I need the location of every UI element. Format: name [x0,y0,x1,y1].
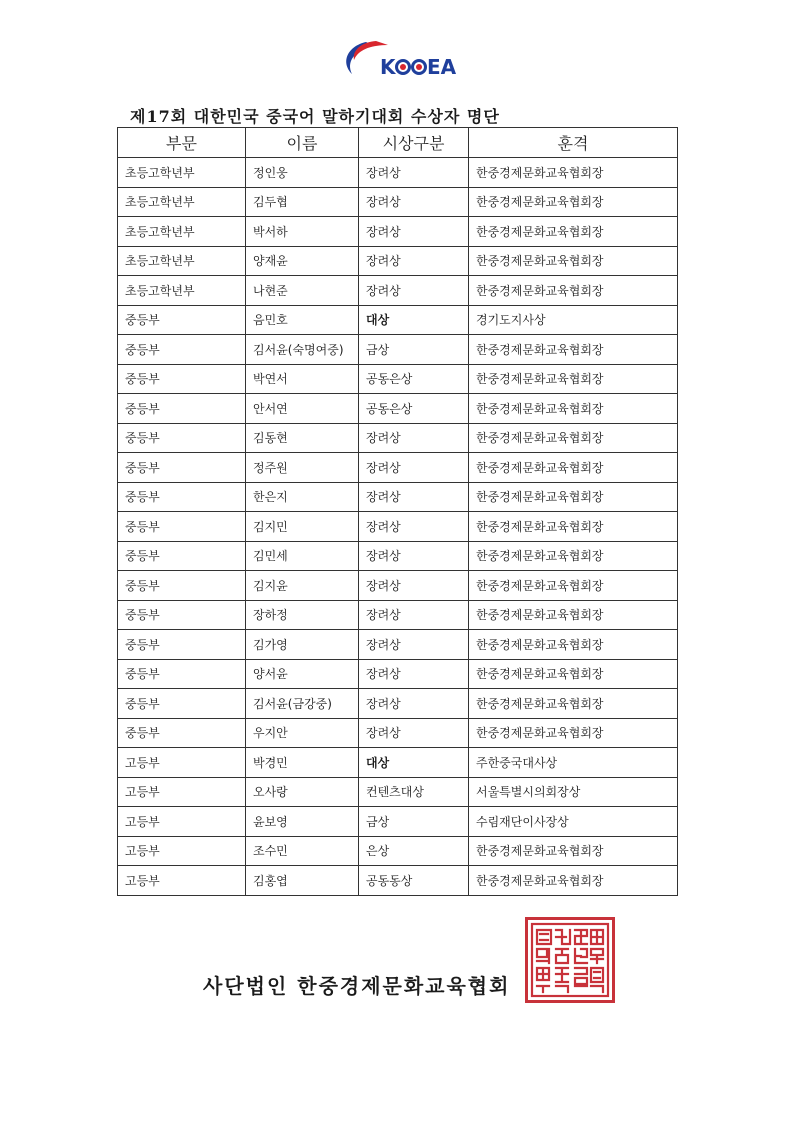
official-seal [525,917,615,1003]
cell-award: 장려상 [359,541,469,571]
cell-honor: 한중경제문화교육협회장 [469,866,678,896]
table-row [118,453,678,483]
cell-award: 공동은상 [359,364,469,394]
cell-name: 조수민 [246,836,359,866]
header-name: 이름 [246,128,359,158]
cell-division: 중등부 [118,689,246,719]
cell-award: 금상 [359,807,469,837]
cell-honor: 한중경제문화교육협회장 [469,836,678,866]
organization-name: 사단법인 한중경제문화교육협회 [203,974,511,998]
cell-division: 중등부 [118,453,246,483]
cell-honor: 한중경제문화교육협회장 [469,512,678,542]
cell-division: 초등고학년부 [118,187,246,217]
table-row [118,246,678,276]
cell-division: 고등부 [118,866,246,896]
cell-division: 중등부 [118,630,246,660]
cell-division: 중등부 [118,394,246,424]
cell-division: 중등부 [118,600,246,630]
cell-award: 장려상 [359,482,469,512]
table-row [118,394,678,424]
cell-honor: 한중경제문화교육협회장 [469,659,678,689]
cell-division: 중등부 [118,541,246,571]
table-row [118,512,678,542]
cell-division: 중등부 [118,718,246,748]
cell-honor: 한중경제문화교육협회장 [469,364,678,394]
cell-award: 장려상 [359,512,469,542]
cell-name: 김지윤 [246,571,359,601]
cell-award: 은상 [359,836,469,866]
table-row [118,482,678,512]
cell-honor: 한중경제문화교육협회장 [469,630,678,660]
cell-name: 김지민 [246,512,359,542]
cell-award: 장려상 [359,187,469,217]
cell-honor: 경기도지사상 [469,305,678,335]
table-row [118,158,678,188]
cell-award: 장려상 [359,246,469,276]
cell-name: 김동현 [246,423,359,453]
cell-name: 정인웅 [246,158,359,188]
cell-award: 장려상 [359,689,469,719]
cell-division: 중등부 [118,571,246,601]
table-row [118,689,678,719]
cell-honor: 한중경제문화교육협회장 [469,276,678,306]
cell-division: 초등고학년부 [118,276,246,306]
cell-award: 공동동상 [359,866,469,896]
cell-name: 김두협 [246,187,359,217]
cell-honor: 한중경제문화교육협회장 [469,187,678,217]
cell-name: 한은지 [246,482,359,512]
table-row [118,600,678,630]
cell-division: 중등부 [118,335,246,365]
cell-division: 초등고학년부 [118,246,246,276]
cell-award: 장려상 [359,600,469,630]
cell-division: 고등부 [118,777,246,807]
cell-honor: 한중경제문화교육협회장 [469,718,678,748]
cell-division: 중등부 [118,482,246,512]
kocea-logo [336,36,458,82]
cell-honor: 주한중국대사상 [469,748,678,778]
cell-honor: 한중경제문화교육협회장 [469,689,678,719]
cell-name: 나현준 [246,276,359,306]
cell-name: 양서윤 [246,659,359,689]
table-row [118,305,678,335]
cell-name: 박경민 [246,748,359,778]
cell-division: 중등부 [118,423,246,453]
cell-honor: 한중경제문화교육협회장 [469,600,678,630]
cell-award: 금상 [359,335,469,365]
cell-division: 초등고학년부 [118,217,246,247]
cell-honor: 한중경제문화교육협회장 [469,423,678,453]
table-row [118,718,678,748]
cell-honor: 한중경제문화교육협회장 [469,482,678,512]
cell-honor: 한중경제문화교육협회장 [469,246,678,276]
cell-name: 박서하 [246,217,359,247]
cell-award: 컨텐츠대상 [359,777,469,807]
cell-honor: 한중경제문화교육협회장 [469,541,678,571]
svg-text:EA: EA [427,55,457,79]
table-row [118,571,678,601]
cell-award: 장려상 [359,453,469,483]
cell-name: 장하정 [246,600,359,630]
cell-honor: 한중경제문화교육협회장 [469,335,678,365]
cell-division: 중등부 [118,512,246,542]
cell-name: 정주원 [246,453,359,483]
cell-award: 대상 [359,748,469,778]
table-row [118,541,678,571]
cell-honor: 서울특별시의회장상 [469,777,678,807]
cell-name: 김서윤(숙명여중) [246,335,359,365]
cell-award: 장려상 [359,423,469,453]
cell-name: 김가영 [246,630,359,660]
cell-award: 장려상 [359,217,469,247]
cell-name: 박연서 [246,364,359,394]
table-header-row [118,128,678,158]
cell-name: 음민호 [246,305,359,335]
header-honor: 훈격 [469,128,678,158]
cell-name: 안서연 [246,394,359,424]
table-row [118,217,678,247]
table-row [118,423,678,453]
awards-table [117,127,678,896]
cell-award: 장려상 [359,158,469,188]
table-row [118,807,678,837]
cell-award: 장려상 [359,659,469,689]
cell-award: 공동은상 [359,394,469,424]
cell-name: 우지안 [246,718,359,748]
table-row [118,187,678,217]
table-row [118,276,678,306]
table-row [118,748,678,778]
cell-award: 장려상 [359,630,469,660]
table-row [118,777,678,807]
cell-award: 장려상 [359,276,469,306]
table-row [118,866,678,896]
cell-division: 고등부 [118,748,246,778]
cell-name: 양재윤 [246,246,359,276]
cell-honor: 한중경제문화교육협회장 [469,571,678,601]
cell-award: 장려상 [359,718,469,748]
header-award: 시상구분 [359,128,469,158]
cell-name: 김홍엽 [246,866,359,896]
cell-honor: 수림재단이사장상 [469,807,678,837]
cell-award: 대상 [359,305,469,335]
cell-honor: 한중경제문화교육협회장 [469,158,678,188]
header-division: 부문 [118,128,246,158]
table-row [118,659,678,689]
cell-honor: 한중경제문화교육협회장 [469,394,678,424]
document-title: 제17회 대한민국 중국어 말하기대회 수상자 명단 [130,107,500,126]
cell-name: 오사랑 [246,777,359,807]
cell-division: 중등부 [118,364,246,394]
cell-division: 중등부 [118,305,246,335]
cell-honor: 한중경제문화교육협회장 [469,453,678,483]
cell-division: 고등부 [118,807,246,837]
cell-division: 초등고학년부 [118,158,246,188]
cell-name: 김민세 [246,541,359,571]
table-row [118,335,678,365]
table-row [118,836,678,866]
cell-name: 윤보영 [246,807,359,837]
table-row [118,630,678,660]
cell-award: 장려상 [359,571,469,601]
table-row [118,364,678,394]
cell-honor: 한중경제문화교육협회장 [469,217,678,247]
cell-division: 중등부 [118,659,246,689]
cell-name: 김서윤(금강중) [246,689,359,719]
logo-text: K [380,55,396,79]
cell-division: 고등부 [118,836,246,866]
